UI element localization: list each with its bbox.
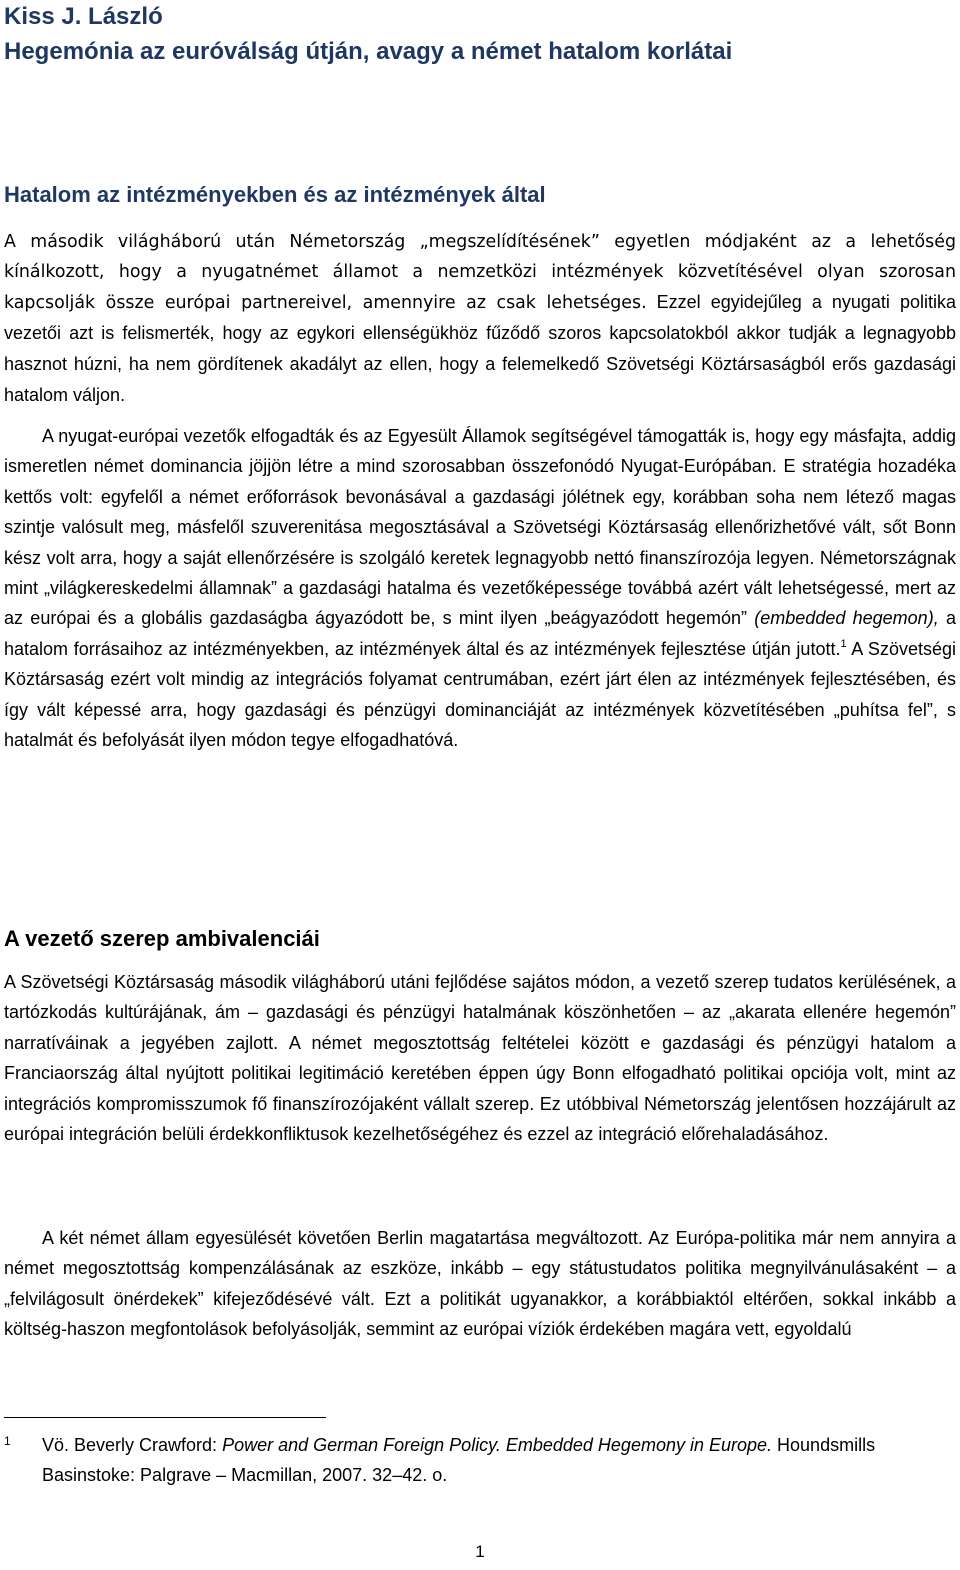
page-title: Hegemónia az euróválság útján, avagy a német hatalom korlátai — [4, 38, 733, 65]
section-heading-2: A vezető szerep ambivalenciái — [4, 926, 320, 951]
paragraph-2-part-c: A Szövetségi Köztársaság ezért volt mindig az integrációs folyamat centrumában, ezért járt élen az intézmények fejlesztésében, és így vált képessé arra, hogy gazdasági és pénzügyi dominanciáját az intézmények közvetítésében „puhítsa fel”, s hatalmát és befolyását ilyen módon tegye elfogadhatóvá. — [4, 638, 956, 751]
footnote-book-title: Power and German Foreign Policy. Embedded Hegemony in Europe. — [222, 1435, 773, 1455]
paragraph-1-part-a: A második világháború után Németország „megszelídítésének” egyetlen módjaként az a lehetőség kínálkozott, hogy a nyugatnémet államot a nemzetközi intézmények közvetítésével olyan szorosan kapcsolják össze európai partnereivel, amennyire az csak lehetséges. — [4, 232, 956, 313]
paragraph-2 — [4, 421, 956, 755]
author-name: Kiss J. László — [4, 3, 163, 30]
footnote-publisher: Houndsmills Basinstoke: Palgrave – Macmillan, 2007. 32–42. o. — [42, 1435, 876, 1485]
footnote-prefix: Vö. Beverly Crawford: — [42, 1435, 223, 1455]
paragraph-3 — [4, 967, 956, 1149]
footnote — [4, 1430, 956, 1490]
paragraph-2-part-b: a hatalom forrásaihoz az intézményekben, az intézmények által és az intézmények fejlesztése útján jutott. — [4, 608, 957, 659]
page-number: 1 — [475, 1542, 485, 1561]
footnote-separator — [4, 1417, 326, 1418]
paragraph-1 — [4, 227, 956, 411]
footnote-number: 1 — [4, 1434, 11, 1448]
paragraph-2-emphasis: (embedded hegemon), — [754, 608, 939, 629]
paragraph-2-part-a: A nyugat-európai vezetők elfogadták és az Egyesült Államok segítségével támogatták is, hogy egy másfajta, addig ismeretlen német dominancia jöjjön létre a mind szorosabban összefonódó Nyugat-Európában. E stratégia hozadéka kettős volt: egyfelől a német erőforrások bevonásával a gazdasági jólétnek egy, korábban soha nem létező magas szintje valósult meg, másfelől szuverenitása megosztásával a Szövetségi Köztársaság ellenőrizhetővé vált, sőt Bonn kész volt arra, hogy a saját ellenőrzésére is szolgáló keretek legnagyobb nettó finanszírozója legyen. Németországnak mint „világkereskedelmi államnak” a gazdasági hatalma és vezetőképessége továbbá azért vált lehetségessé, mert az az európai és a globális gazdaságba ágyazódott be, s mint ilyen „beágyazódott hegemón” — [4, 426, 956, 629]
paragraph-3-text: A Szövetségi Köztársaság második világháború utáni fejlődése sajátos módon, a vezető szerep tudatos kerülésének, a tartózkodás kultúrájának, ám – gazdasági és pénzügyi hatalmának köszönhetően – az „akarata ellenére hegemón” narratíváinak a jegyében zajlott. A német megosztottság feltételei között e gazdasági és pénzügyi hatalom a Franciaország által nyújtott politikai legitimáció keretében éppen úgy Bonn elfogadható politikai opciója volt, mint az integrációs kompromisszumok fő finanszírozójaként vállalt szerep. Ez utóbbival Németország jelentősen hozzájárult az európai integráción belüli érdekkonfliktusok kezelhetőségéhez és ezzel az integráció előrehaladásához. — [4, 972, 956, 1145]
footnote-reference[interactable]: 1 — [840, 637, 847, 650]
paragraph-4-text: A két német állam egyesülését követően Berlin magatartása megváltozott. Az Európa-politika már nem annyira a német megosztottság kompenzálásának az eszköze, inkább – egy státustudatos politika megnyilvánulásaként – a „felvilágosult önérdekek” kifejeződésévé vált. Ezt a politikát ugyanakkor, a korábbiaktól eltérően, sokkal inkább a költség-haszon megfontolások befolyásolják, semmint az európai víziók érdekében magára vett, egyoldalú — [4, 1228, 956, 1340]
paragraph-1-part-b: Ezzel egyidejűleg a nyugati politika vezetői azt is felismerték, hogy az egykori ellenségükhöz fűződő szoros kapcsolatokból akkor tudják a legnagyobb hasznot húzni, ha nem gördítenek akadályt az ellen, hogy a felemelkedő Szövetségi Köztársaságból erős gazdasági hatalom váljon. — [4, 292, 956, 405]
section-heading-1: Hatalom az intézményekben és az intézmények által — [4, 182, 546, 207]
paragraph-4 — [4, 1223, 956, 1345]
